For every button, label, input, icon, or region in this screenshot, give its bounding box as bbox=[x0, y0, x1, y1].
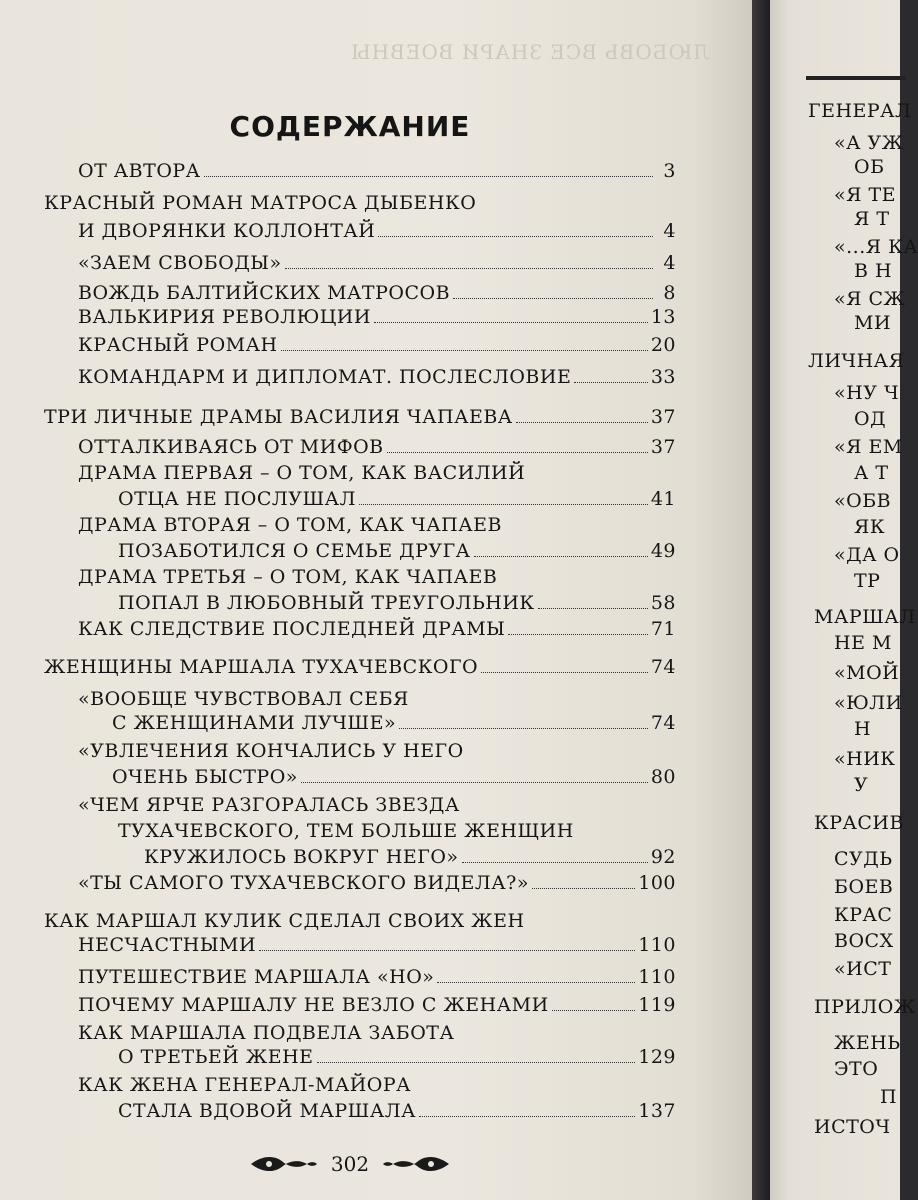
right-page-line: «ДА О bbox=[834, 544, 900, 566]
toc-entry-line: «ВООБЩЕ ЧУВСТВОВАЛ СЕБЯ bbox=[78, 688, 409, 710]
toc-entry: «ЗАЕМ СВОБОДЫ» 4 bbox=[78, 252, 676, 274]
right-page-line: «Я ЕМ bbox=[834, 436, 903, 458]
ornament-left-icon bbox=[249, 1153, 319, 1175]
toc-entry: ВАЛЬКИРИЯ РЕВОЛЮЦИИ 13 bbox=[78, 306, 676, 328]
toc-entry-line: ТУХАЧЕВСКОГО, ТЕМ БОЛЬШЕ ЖЕНЩИН bbox=[118, 820, 574, 842]
right-page-line: ТР bbox=[854, 570, 881, 592]
right-page-line: ОД bbox=[854, 408, 887, 430]
toc-entry: КРУЖИЛОСЬ ВОКРУГ НЕГО» 92 bbox=[144, 846, 676, 868]
right-page-line: «ЮЛИ bbox=[834, 692, 903, 714]
right-page-line: «ОБВ bbox=[834, 490, 892, 512]
page-footer bbox=[0, 1152, 700, 1176]
toc-entry: ПОЧЕМУ МАРШАЛУ НЕ ВЕЗЛО С ЖЕНАМИ 119 bbox=[78, 994, 676, 1016]
toc-entry-line: ДРАМА ПЕРВАЯ – О ТОМ, КАК ВАСИЛИЙ bbox=[78, 462, 526, 484]
right-page-line: СУДЬ bbox=[834, 848, 893, 870]
right-page-line: «А УЖ bbox=[834, 132, 904, 154]
right-page-line: «НУ Ч bbox=[834, 382, 900, 404]
toc-entry: ЖЕНЩИНЫ МАРШАЛА ТУХАЧЕВСКОГО 74 bbox=[44, 656, 676, 678]
right-page-line: КРАС bbox=[834, 904, 893, 926]
toc-entry: О ТРЕТЬЕЙ ЖЕНЕ 129 bbox=[118, 1046, 676, 1068]
right-page-line: «...Я КА bbox=[834, 236, 918, 258]
right-page-line: БОЕВ bbox=[834, 876, 894, 898]
right-page-line: «Я СЖ bbox=[834, 288, 906, 310]
toc-entry: ПУТЕШЕСТВИЕ МАРШАЛА «НО» 110 bbox=[78, 966, 676, 988]
right-page-line: У bbox=[854, 774, 869, 796]
right-page-line: «ИСТ bbox=[834, 958, 892, 980]
toc-entry: ОТТАЛКИВАЯСЬ ОТ МИФОВ 37 bbox=[78, 436, 676, 458]
show-through-header: ЛЮБОВЬ ВСЕ ЗНАРИ ВОЕВНЫ bbox=[350, 40, 710, 64]
toc-entry-line: «ЧЕМ ЯРЧЕ РАЗГОРАЛАСЬ ЗВЕЗДА bbox=[78, 794, 460, 816]
right-page-line: ГЕНЕРАЛ bbox=[808, 100, 912, 122]
toc-entry-line: КРАСНЫЙ РОМАН МАТРОСА ДЫБЕНКО bbox=[44, 192, 477, 214]
header-rule bbox=[806, 76, 906, 80]
toc-entry: С ЖЕНЩИНАМИ ЛУЧШЕ» 74 bbox=[112, 712, 676, 734]
right-page-line: МИ bbox=[854, 312, 892, 334]
toc-entry: НЕСЧАСТНЫМИ 110 bbox=[78, 934, 676, 956]
right-page-line: МАРШАЛ bbox=[814, 606, 916, 628]
toc-entry: КРАСНЫЙ РОМАН 20 bbox=[78, 334, 676, 356]
toc-entry: И ДВОРЯНКИ КОЛЛОНТАЙ 4 bbox=[78, 220, 676, 242]
right-page-line: «НИК bbox=[834, 748, 896, 770]
toc-entry: ОТЦА НЕ ПОСЛУШАЛ 41 bbox=[118, 488, 676, 510]
right-page-line: ВОСХ bbox=[834, 930, 894, 952]
toc-entry-line: КАК МАРШАЛ КУЛИК СДЕЛАЛ СВОИХ ЖЕН bbox=[44, 910, 525, 932]
right-page-line: В Н bbox=[854, 260, 893, 282]
right-page-line: ОБ bbox=[854, 156, 885, 178]
toc-entry: ТРИ ЛИЧНЫЕ ДРАМЫ ВАСИЛИЯ ЧАПАЕВА 37 bbox=[44, 406, 676, 428]
toc-entry-line: КАК ЖЕНА ГЕНЕРАЛ-МАЙОРА bbox=[78, 1074, 412, 1096]
right-page-line: А Т bbox=[854, 462, 889, 484]
toc-entry-line: КАК МАРШАЛА ПОДВЕЛА ЗАБОТА bbox=[78, 1022, 455, 1044]
right-page-line: П bbox=[880, 1086, 898, 1108]
toc-entry: ПОЗАБОТИЛСЯ О СЕМЬЕ ДРУГА 49 bbox=[118, 540, 676, 562]
page-title: СОДЕРЖАНИЕ bbox=[229, 110, 471, 143]
page-number: 302 bbox=[330, 1152, 370, 1176]
right-page-line: ЛИЧНАЯ bbox=[808, 350, 905, 372]
right-page-line: Я Т bbox=[854, 208, 890, 230]
toc-entry: КОМАНДАРМ И ДИПЛОМАТ. ПОСЛЕСЛОВИЕ 33 bbox=[78, 366, 676, 388]
toc-entry-line: ДРАМА ТРЕТЬЯ – О ТОМ, КАК ЧАПАЕВ bbox=[78, 566, 498, 588]
right-page-line: «Я ТЕ bbox=[834, 184, 897, 206]
right-page-line: ПРИЛОЖ bbox=[814, 996, 916, 1018]
toc-entry: СТАЛА ВДОВОЙ МАРШАЛА 137 bbox=[118, 1100, 676, 1122]
toc-entry: ОЧЕНЬ БЫСТРО» 80 bbox=[112, 766, 676, 788]
toc-entry: ОТ АВТОРА 3 bbox=[78, 160, 676, 182]
right-page-line: ЭТО bbox=[834, 1058, 879, 1080]
book-gutter bbox=[752, 0, 770, 1200]
right-page-line: ЯК bbox=[854, 516, 886, 538]
toc-entry: КАК СЛЕДСТВИЕ ПОСЛЕДНЕЙ ДРАМЫ 71 bbox=[78, 618, 676, 640]
toc-entry-line: «УВЛЕЧЕНИЯ КОНЧАЛИСЬ У НЕГО bbox=[78, 740, 464, 762]
right-page-line: ЖЕНЬ bbox=[834, 1032, 901, 1054]
right-page-line: КРАСИВ bbox=[814, 812, 904, 834]
toc-entry-line: ДРАМА ВТОРАЯ – О ТОМ, КАК ЧАПАЕВ bbox=[78, 514, 502, 536]
right-page-line: «МОЙ bbox=[834, 662, 900, 684]
toc-entry: ПОПАЛ В ЛЮБОВНЫЙ ТРЕУГОЛЬНИК 58 bbox=[118, 592, 676, 614]
toc-entry: ВОЖДЬ БАЛТИЙСКИХ МАТРОСОВ 8 bbox=[78, 282, 676, 304]
ornament-right-icon bbox=[381, 1153, 451, 1175]
right-page-line: ИСТОЧ bbox=[814, 1116, 891, 1138]
right-page bbox=[770, 0, 918, 1200]
toc-entry: «ТЫ САМОГО ТУХАЧЕВСКОГО ВИДЕЛА?» 100 bbox=[78, 872, 676, 894]
right-page-line: Н bbox=[854, 718, 872, 740]
right-page-line: НЕ М bbox=[834, 632, 892, 654]
